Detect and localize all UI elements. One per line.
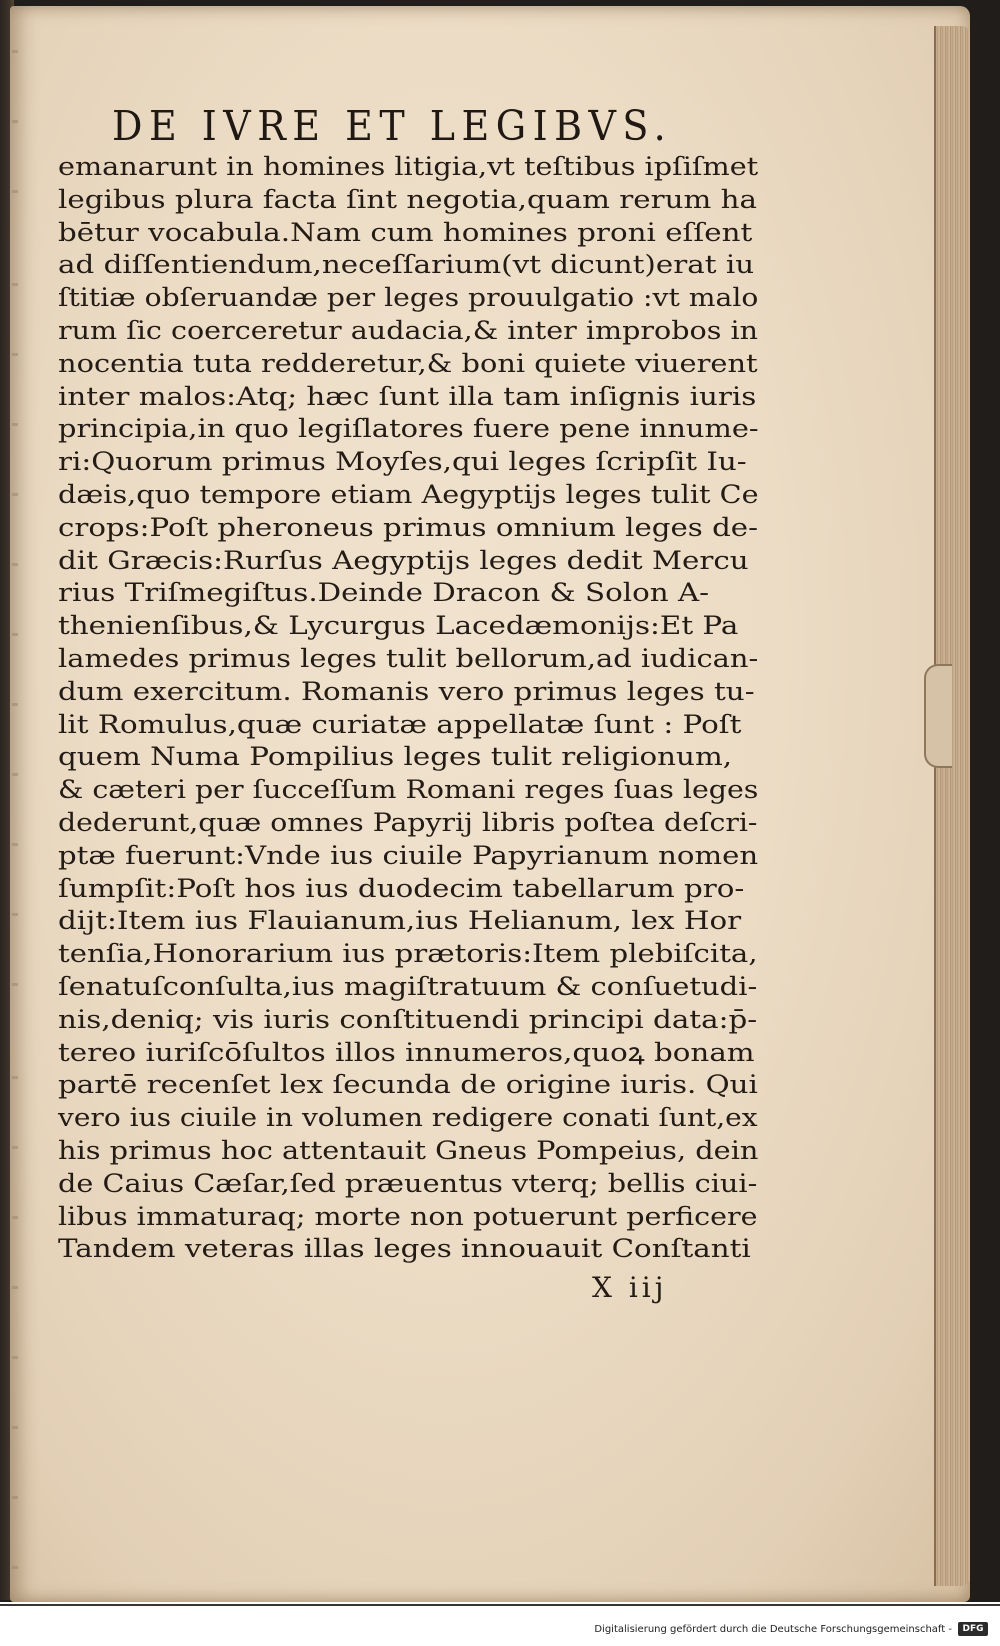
text-line: vero ius ciuile in volumen redigere conati ſunt,ex bbox=[58, 1103, 758, 1134]
gutter-tick bbox=[12, 703, 18, 706]
gutter-tick bbox=[12, 1286, 18, 1289]
running-head: DE IVRE ET LEGIBVS. bbox=[112, 102, 673, 150]
gutter-tick bbox=[12, 1566, 18, 1569]
gutter-tick bbox=[12, 1146, 18, 1149]
footer-divider bbox=[0, 1604, 1000, 1606]
body-text bbox=[58, 151, 758, 1266]
text-line: crops:Poſt pheroneus primus omnium leges de- bbox=[58, 512, 758, 543]
book-page bbox=[10, 6, 970, 1602]
text-line: libus immaturaq; morte non potuerunt perficere bbox=[58, 1201, 758, 1232]
gutter-tick bbox=[12, 913, 18, 916]
gutter-tick bbox=[12, 1496, 18, 1499]
gutter-tick bbox=[12, 983, 18, 986]
gutter-tick bbox=[12, 563, 18, 566]
text-line: emanarunt in homines litigia,vt teſtibus ipſiſmet bbox=[58, 152, 759, 182]
text-line: his primus hoc attentauit Gneus Pompeius, dein bbox=[58, 1135, 759, 1166]
text-line: dit Græcis:Rurſus Aegyptijs leges dedit Mercu bbox=[58, 545, 749, 576]
text-line: lamedes primus leges tulit bellorum,ad iudican- bbox=[58, 643, 759, 674]
text-line: legibus plura facta ſint negotia,quam rerum ha bbox=[58, 184, 758, 215]
gutter-tick bbox=[12, 120, 18, 123]
gutter-marks bbox=[12, 6, 22, 1602]
gutter-tick bbox=[12, 50, 18, 53]
text-line: ſenatuſconſulta,ius magiſtratuum & conſuetudi- bbox=[58, 971, 758, 1002]
footer-credit: Digitalisierung gefördert durch die Deutsche Forschungsgemeinschaft - bbox=[594, 1624, 952, 1635]
text-line: ptæ fuerunt:Vnde ius ciuile Papyrianum nomen bbox=[58, 840, 759, 871]
gutter-tick bbox=[12, 423, 18, 426]
page-edge-stack bbox=[934, 26, 970, 1586]
text-line: lit Romulus,quæ curiatæ appellatæ ſunt : Poſt bbox=[58, 709, 742, 740]
text-line: & cæteri per ſucceſſum Romani reges ſuas leges bbox=[58, 775, 759, 806]
gutter-tick bbox=[12, 1356, 18, 1359]
gutter-tick bbox=[12, 773, 18, 776]
gutter-tick bbox=[12, 493, 18, 496]
gutter-tick bbox=[12, 190, 18, 193]
text-line: dum exercitum. Romanis vero primus leges tu- bbox=[58, 676, 755, 707]
text-line: thenienſibus,& Lycurgus Lacedæmonijs:Et Pa bbox=[58, 611, 739, 642]
text-line: quem Numa Pompilius leges tulit religionum, bbox=[58, 742, 733, 773]
text-line: ſumpſit:Poſt hos ius duodecim tabellarum pro- bbox=[58, 873, 745, 904]
text-line: dijt:Item ius Flauianum,ius Helianum, lex Hor bbox=[58, 906, 742, 937]
gutter-tick bbox=[12, 1426, 18, 1429]
text-line: tereo iuriſcōſultos illos innumeros,quoꝝ bonam bbox=[58, 1037, 755, 1068]
gutter-tick bbox=[12, 1216, 18, 1219]
dfg-logo: DFG bbox=[958, 1622, 988, 1636]
gutter-tick bbox=[12, 633, 18, 636]
text-line: nis,deniq; vis iuris conſtituendi principi data:p̄- bbox=[58, 1004, 758, 1035]
signature-mark: X iij bbox=[592, 1271, 668, 1304]
text-line: rum ſic coerceretur audacia,& inter improbos in bbox=[58, 315, 758, 346]
text-line: de Caius Cæſar,ſed præuentus vterq; bellis ciui- bbox=[58, 1168, 758, 1199]
text-line: dæis,quo tempore etiam Aegyptijs leges tulit Ce bbox=[58, 479, 759, 510]
text-line: Tandem veteras illas leges innouauit Conſtanti bbox=[58, 1234, 751, 1265]
text-line: bētur vocabula.Nam cum homines proni eſſent bbox=[58, 217, 753, 248]
gutter-tick bbox=[12, 283, 18, 286]
gutter-tick bbox=[12, 1076, 18, 1079]
text-line: inter malos:Atq; hæc ſunt illa tam inſignis iuris bbox=[58, 381, 757, 412]
page-tab-marker bbox=[924, 664, 952, 768]
text-line: ſtitiæ obſeruandæ per leges prouulgatio :vt malo bbox=[58, 283, 759, 314]
text-line: nocentia tuta redderetur,& boni quiete viuerent bbox=[58, 348, 758, 379]
text-line: partē recenſet lex ſecunda de origine iuris. Qui bbox=[58, 1070, 758, 1101]
text-line: ri:Quorum primus Moyſes,qui leges ſcripſit Iu- bbox=[58, 447, 747, 478]
text-line: dederunt,quæ omnes Papyrij libris poſtea deſcri- bbox=[58, 807, 758, 838]
gutter-tick bbox=[12, 843, 18, 846]
text-line: rius Triſmegiſtus.Deinde Dracon & Solon A- bbox=[58, 578, 710, 609]
text-line: principia,in quo legiſlatores fuere pene innume- bbox=[58, 414, 759, 445]
text-line: tenſia,Honorarium ius prætoris:Item plebiſcita, bbox=[58, 939, 758, 970]
text-line: ad diſſentiendum,neceſſarium(vt dicunt)erat iu bbox=[58, 250, 755, 281]
gutter-tick bbox=[12, 353, 18, 356]
